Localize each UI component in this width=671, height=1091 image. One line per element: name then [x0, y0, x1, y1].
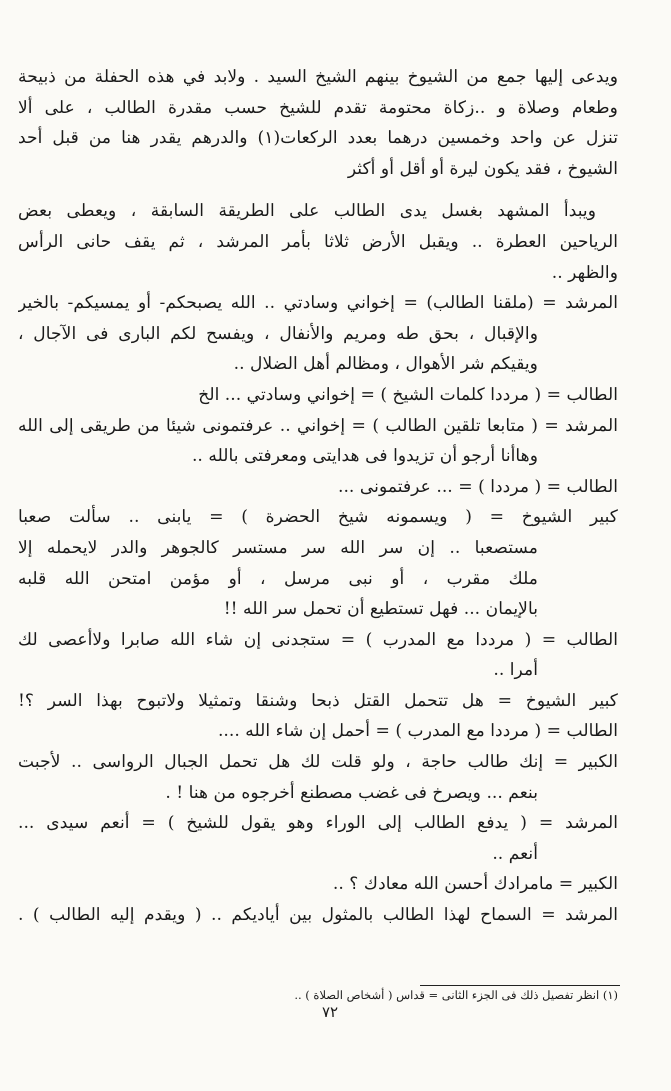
dialogue-line: المرشد = (ملقنا الطالب) = إخواني وسادتي .. الله يصبحكم- أو يمسيكم- بالخير: [18, 293, 618, 314]
dialogue-line: ويقيكم شر الأهوال ، ومظالم أهل الضلال ..: [233, 354, 538, 375]
dialogue-line: الطالب = ( مرددا كلمات الشيخ ) = إخواني وسادتي ... الخ: [198, 384, 618, 405]
dialogue-line: وهاأنا أرجو أن تزيدوا فى هدايتى ومعرفتى بالله ..: [191, 446, 538, 467]
page-body: [18, 62, 618, 931]
text-line: وطعام وصلاة و ..زكاة محتومة تقدم للشيخ حسب مقدرة الطالب ، على ألا: [18, 97, 618, 118]
text-line: الرياحين العطرة .. ويقبل الأرض ثلاثا بأمر المرشد ، ثم يقف حانى الرأس: [18, 231, 618, 252]
dialogue-line: أنعم ..: [492, 843, 538, 864]
dialogue-line: الكبير = إنك طالب حاجة ، ولو قلت لك هل تحمل الجبال الرواسى .. لأجبت: [18, 752, 618, 773]
dialogue-line: الطالب = ( مرددا مع المدرب ) = أحمل إن شاء الله ....: [217, 721, 618, 742]
text-line: ويدعى إليها جمع من الشيوخ بينهم الشيخ السيد . ولابد في هذه الحفلة من ذبيحة: [18, 67, 618, 87]
dialogue-line: المرشد = ( يدفع الطالب إلى الوراء وهو يقول للشيخ ) = أنعم سيدى ...: [18, 813, 618, 834]
dialogue-line: مستصعبا .. إن سر الله سر مستسر كالجوهر والدر لايحمله إلا: [18, 537, 538, 558]
paragraph-gap: [18, 184, 618, 196]
text-line: الشيوخ ، فقد يكون ليرة أو أقل أو أكثر: [347, 158, 618, 179]
dialogue-line: بنعم ... ويصرخ فى غضب مصطنع أخرجوه من هنا ! .: [165, 782, 538, 803]
dialogue-line: الطالب = ( مرددا ) = ... عرفتمونى ...: [337, 476, 618, 497]
dialogue-line: الكبير = مامرادك أحسن الله معادك ؟ ..: [332, 874, 618, 895]
dialogue-line: كبير الشيوخ = ( ويسمونه شيخ الحضرة ) = يابنى .. سألت صعبا: [18, 507, 618, 528]
footnote: (١) انظر تفصيل ذلك فى الجزء الثانى = قداس ( أشخاص الصلاة ) ..: [294, 988, 618, 1002]
dialogue-line: والإقبال ، بحق طه ومريم والأنفال ، ويفسح لكم البارى فى الآجال ،: [18, 323, 538, 344]
text-line: والظهر ..: [551, 262, 618, 283]
dialogue-line: ملك مقرب ، أو نبى مرسل ، أو مؤمن امتحن الله قلبه: [18, 568, 538, 589]
dialogue-line: المرشد = السماح لهذا الطالب بالمثول بين أياديكم .. ( ويقدم إليه الطالب ) .: [18, 905, 618, 926]
dialogue-line: أمرا ..: [493, 660, 538, 681]
page-number: ٧٢: [321, 1003, 339, 1021]
text-line: ويبدأ المشهد بغسل يدى الطالب على الطريقة السابقة ، ويعطى بعض: [18, 201, 596, 222]
dialogue-line: المرشد = ( متابعا تلقين الطالب ) = إخواني .. عرفتمونى شيئا من طريقى إلى الله: [18, 415, 618, 436]
dialogue-line: الطالب = ( مرددا مع المدرب ) = ستجدنى إن شاء الله صابرا ولاأعصى لك: [18, 629, 618, 650]
dialogue-line: بالإيمان ... فهل تستطيع أن تحمل سر الله !!: [223, 599, 538, 620]
text-line: تنزل عن واحد وخمسين درهما بعدد الركعات(١) والدرهم يقدر هنا من قبل أحد: [18, 128, 618, 149]
dialogue-line: كبير الشيوخ = هل تتحمل القتل ذبحا وشنقا وتمثيلا ولاتبوح بهذا السر ؟!: [18, 690, 618, 711]
